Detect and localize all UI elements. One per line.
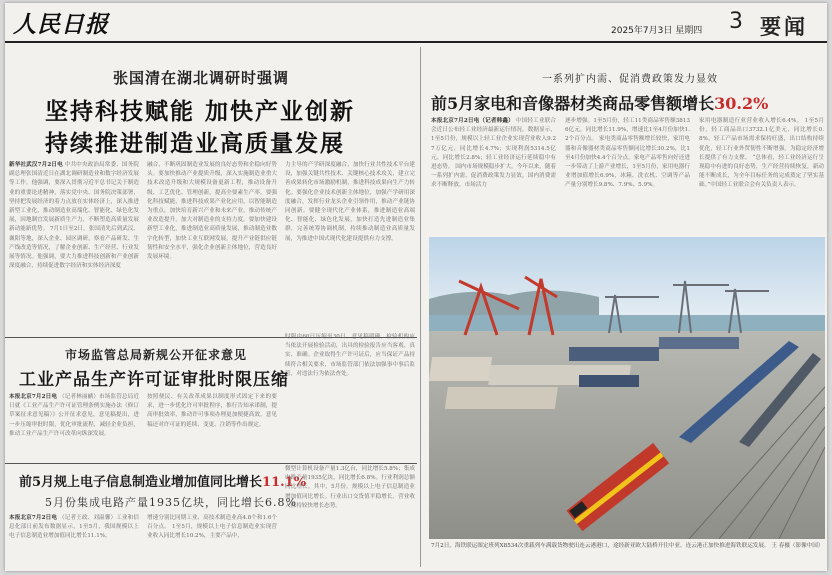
page-section-name: 要闻 xyxy=(760,14,808,39)
permit-body-col2 xyxy=(147,393,277,457)
masthead xyxy=(5,3,827,43)
lead-body-col1 xyxy=(9,161,139,333)
photo-credit: 王 春摄（影像中国） xyxy=(771,543,824,549)
appliance-headline-figure: 30.2% xyxy=(714,94,769,113)
appliance-body-col3 xyxy=(699,117,824,229)
section-divider-left-2 xyxy=(5,463,417,464)
appliance-kicker: 一系列扩内需、促消费政策发力显效 xyxy=(542,74,718,85)
appliance-body-text-3: 家用电器制造行业营业收入增长6.4%。 1至5月份，轻工商品出口3732.1亿美元，同比增长0.8%。轻工产品市场需求保持旺盛，出口结构持续优化，轻工行业外贸韧性不断增强，为稳定经济增长提供了有力支撑。 “总体看，轻工业经济运行呈现稳中有进的良好态势，生产经营持续恢复，新动能不断成长，为全年目标任务的完成奠定了坚实基础。”中国轻工业联合会有关负责人表示。 xyxy=(699,118,824,189)
lead-body-text-1: 中共中央政治局常委、国务院副总理张国清近日在湖北调研制造业和数字经济发展等工作。他强调，要深入贯彻习近平总书记关于制造业的重要论述精神，落实党中央、国务院决策部署，坚持把发展经济的着力点放在实体经济上，深入推进新型工业化，推动制造业高端化、智能化、绿色化发展，因地制宜发展新质生产力，不断塑造高质量发展新动能新优势。 7月1日至2日，张国清先后到武汉、襄阳等地，深入企业、园区调研，察看产品研发、生产线改造等情况，了解企业创新、生产经营、行业发展等情况。他强调，要大力推进科技创新和产业创新深度融合，持续促进数字经济和实体经济深度 xyxy=(9,162,139,270)
appliance-body-text-2: 逐步增强。1至5月份，轻工11类商品零售额38136亿元，同比增长11.9%，增速比1至4月份加快1.2个百分点。 家电类商品零售额增长较快，家用电器和音像器材类商品零售额同比增长30.2%，比1至4月份加快4.4个百分点。家电产品零售向好还进一步带动了上游产业增长，1至5月份，家用电器行业增加值增长6.9%，冰箱、洗衣机、空调等产品产量分别增长9.8%、7.9%、5.9%。 xyxy=(565,118,690,189)
lead-body-text-2: 融合，不断巩固制造业发展的良好态势和企稳向好势头。要加快推动产业提质升级，深入实施制造业重大技术改造升级和大规模设备更新工程，推动设备升级、工艺优化、管理创新，提高全要素生产率。要强化科技赋能，推进科技成果产业化应用，以智能制造为重点，加快培育新兴产业和未来产业，推动传统产业改造提升，加大对制造业的支持力度。要加快建设新型工业化，推进制造业高质量发展，推动制造业数字化转型，加快工业互联网发展，提升产业链供应链韧性和安全水平，强化企业创新主体地位，营造良好发展环境。 xyxy=(147,162,277,261)
lead-dateline: 新华社武汉7月2日电 xyxy=(9,162,63,168)
electronics-headline-figure: 11.1% xyxy=(262,475,307,490)
permit-headline: 工业产品生产许可证审批时限压缩 xyxy=(19,370,289,390)
electronics-body-text-3: 微型计算机设备产量1.3亿台，同比增长5.8%；集成电路产量1935亿块，同比增长6.8%。行业利润总额同比增长。其中，5月份，规模以上电子信息制造业增加值同比增长。行业出口交货值平稳增长，营业收入保持较快增长态势。 xyxy=(285,466,415,509)
electronics-body-col2 xyxy=(147,514,277,570)
permit-body-text-2: 按照便民、有关改革成果以制度形式固定下来的要求，进一步优化许可审批程序，推行告知承诺制，提高审批效率，推动许可事项办理更加便捷高效。意见稿还对许可证的延续、变更、注销等作出规定。 xyxy=(147,394,277,428)
appliance-headline xyxy=(431,91,768,114)
page-number: 3 xyxy=(729,9,743,34)
column-divider xyxy=(420,47,421,567)
photo-caption-text: 7月2日，海铁联运图定班列X8534次重载列车满载货物驶出连云港港口，途经新亚欧大陆桥开往中亚。连云港正加快推进海铁联运发展。 xyxy=(431,543,770,549)
photo-caption xyxy=(431,542,825,551)
lead-body-text-3: 力主导的产学研深度融合，加快行业共性技术平台建设，加强关键共性技术、关键核心技术攻关，建立完善成果转化市场激励机制，推进科技成果向生产力转化。要强化企业技术创新主体地位，加强产学研用深度融合，发挥行业龙头企业引领作用，推动产业链协同创新。要健全现代化产业体系，推进制造业高端化、智能化、绿色化发展，加快打造先进制造业集群，完善统筹协调机制，持续推动制造业高质量发展，为推进中国式现代化建设提供有力支撑。 xyxy=(285,162,415,242)
appliance-byline: （记者韩鑫） xyxy=(479,118,514,124)
issue-date: 2025年7月3日 星期四 xyxy=(611,26,703,36)
permit-body-text-1: （记者林丽鹂）市场监管总局近日就《工业产品生产许可证管理条例实施办法（修订草案征求意见稿）》公开征求意见。意见稿提出，进一步压缩审批时限，优化审批流程，减轻企业负担，推动工业产品生产许可改革向纵深发展。 xyxy=(9,394,139,437)
appliance-body-col1 xyxy=(431,117,556,229)
newspaper-logo: 人民日报 xyxy=(13,11,109,38)
electronics-headline-text: 前5月规上电子信息制造业增加值同比增长 xyxy=(19,475,263,490)
electronics-subheadline: 5月份集成电路产量1935亿块，同比增长6.8% xyxy=(45,496,297,509)
permit-body-text-3: 时限由60日压缩至30日。意见稿明确，检验机构应当依法开展检验活动，出具的检验报告应当客观、真实、准确。企业取得生产许可证后，应当保证产品持续符合相关要求，市场监管部门依法加强事中事后监管，对违法行为依法查处。 xyxy=(285,334,415,377)
appliance-dateline: 本报北京7月2日电 xyxy=(431,118,480,124)
electronics-body-col1 xyxy=(9,514,139,570)
newspaper-page xyxy=(5,3,827,571)
lead-body-col2 xyxy=(147,161,277,333)
permit-body-col3 xyxy=(285,333,415,457)
electronics-body-col3 xyxy=(285,465,415,570)
lead-kicker: 张国清在湖北调研时强调 xyxy=(113,69,290,87)
electronics-headline xyxy=(19,471,306,490)
appliance-headline-text: 前5月家电和音像器材类商品零售额增长 xyxy=(431,94,715,113)
permit-kicker: 市场监管总局新规公开征求意见 xyxy=(65,348,248,362)
electronics-body-text-1: （记者王政、刘温馨）工业和信息化部日前发布数据显示，1至5月，我国规模以上电子信息制造业增加值同比增长11.1%， xyxy=(9,515,139,540)
lead-body-col3 xyxy=(285,161,415,333)
electronics-body-text-2: 增速分别比同期工业、高技术制造业高4.8个和1.6个百分点。 1至5月，规模以上电子信息制造业实现营业收入同比增长10.2%，主要产品中， xyxy=(147,515,277,540)
appliance-body-col2 xyxy=(565,117,690,229)
electronics-dateline: 本报北京7月2日电 xyxy=(9,515,58,521)
appliance-body-text-1: 中国轻工业联合会近日公布轻工业经济最新运行情况。数据显示，1至5月份，规模以上轻工业企业实现营业收入9.27万亿元，同比增长4.7%；实现利润5314.5亿元，同比增长2.8%；轻工业经济运行延续稳中有进态势。 国内市场规模稳步扩大。今年以来，随着一系列扩内需、促消费政策发力显效，国内消费需求不断释放，市场活力 xyxy=(431,118,556,189)
lead-headline-line1: 坚持科技赋能 加快产业创新 xyxy=(45,98,356,125)
lead-headline-line2: 持续推进制造业高质量发展 xyxy=(45,130,345,157)
permit-body-col1 xyxy=(9,393,139,457)
port-railway-photo xyxy=(429,237,825,539)
permit-dateline: 本报北京7月2日电 xyxy=(9,394,58,400)
